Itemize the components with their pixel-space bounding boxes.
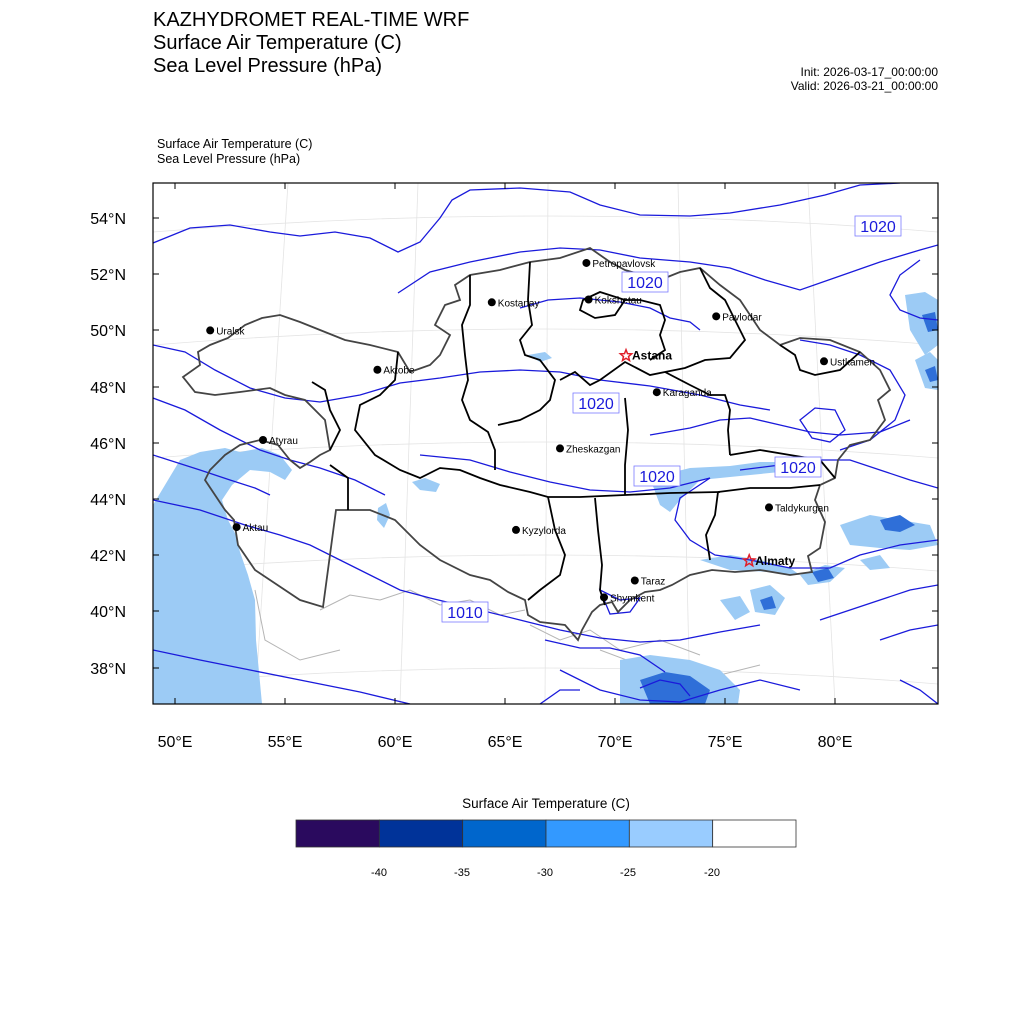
- caspian-sea: [153, 448, 292, 704]
- city-label: Astana: [632, 348, 673, 363]
- colorbar-swatch: [713, 820, 796, 847]
- colorbar-label: -35: [454, 867, 470, 879]
- colorbar-swatch: [296, 820, 379, 847]
- city-label: Kokshetau: [594, 295, 642, 307]
- city-markers: [206, 259, 875, 604]
- lon-label: 70°E: [597, 734, 633, 751]
- city-dot: [233, 523, 241, 531]
- city-label: Almaty: [755, 553, 796, 568]
- city-taldykurgan: [765, 503, 829, 514]
- contour-label: 1020: [578, 396, 614, 413]
- city-atyrau: [259, 436, 298, 447]
- lon-label: 60°E: [377, 734, 413, 751]
- subtitle-line-2: Sea Level Pressure (hPa): [157, 152, 301, 166]
- lat-labels: [90, 211, 126, 678]
- contour-labels: [442, 216, 901, 622]
- city-dot: [600, 593, 608, 601]
- city-dot: [653, 388, 661, 396]
- city-label: Aktobe: [383, 365, 415, 377]
- lon-label: 75°E: [707, 734, 743, 751]
- colorbar-label: -20: [704, 867, 720, 879]
- city-label: Taraz: [640, 576, 666, 588]
- city-dot: [488, 298, 496, 306]
- lat-label: 48°N: [90, 380, 126, 397]
- colorbar-title: Surface Air Temperature (C): [462, 796, 630, 811]
- colorbar-labels: [0, 867, 1024, 883]
- city-aktau: [233, 523, 269, 534]
- lat-label: 46°N: [90, 436, 126, 453]
- city-dot: [585, 295, 593, 303]
- city-label: Kyzylorda: [522, 525, 566, 537]
- city-pavlodar: [712, 312, 762, 323]
- city-label: Zheskazgan: [566, 444, 621, 456]
- title-line-3: Sea Level Pressure (hPa): [153, 55, 383, 77]
- city-label: Shymkent: [610, 593, 655, 605]
- colorbar-label: -30: [537, 867, 553, 879]
- city-label: Petropavlovsk: [592, 258, 656, 270]
- city-label: Atyrau: [269, 435, 298, 447]
- colorbar-swatch: [379, 820, 462, 847]
- city-dot: [712, 312, 720, 320]
- lat-label: 52°N: [90, 267, 126, 284]
- city-uralsk: [206, 326, 245, 337]
- lat-label: 40°N: [90, 604, 126, 621]
- city-zheskazgan: [556, 444, 620, 455]
- city-kostanay: [488, 298, 540, 309]
- city-dot: [373, 366, 381, 374]
- city-dot: [631, 576, 639, 584]
- init-time: Init: 2026-03-17_00:00:00: [800, 65, 938, 79]
- city-label: Taldykurgan: [775, 503, 829, 515]
- city-dot: [259, 436, 267, 444]
- contour-label: 1020: [860, 219, 896, 236]
- city-label: Karaganda: [662, 388, 712, 400]
- city-astana: [620, 349, 672, 363]
- city-label: Ustkamen: [830, 357, 876, 369]
- lat-label: 44°N: [90, 492, 126, 509]
- city-dot: [582, 259, 590, 267]
- contour-label: 1020: [639, 469, 675, 486]
- colorbar-label: -25: [620, 867, 636, 879]
- colorbar-label: -40: [371, 867, 387, 879]
- city-dot: [556, 444, 564, 452]
- city-dot: [820, 357, 828, 365]
- city-kyzylorda: [512, 526, 566, 537]
- city-ustkamen: [820, 357, 875, 368]
- lat-label: 42°N: [90, 548, 126, 565]
- city-label: Uralsk: [216, 326, 245, 338]
- city-label: Aktau: [242, 523, 269, 535]
- lat-label: 38°N: [90, 661, 126, 678]
- city-label: Pavlodar: [722, 312, 762, 324]
- title-line-1: KAZHYDROMET REAL-TIME WRF: [153, 9, 470, 31]
- contour-label: 1020: [627, 275, 663, 292]
- capital-star-icon: [620, 350, 631, 361]
- city-petropavlovsk: [582, 259, 656, 270]
- city-label: Kostanay: [497, 298, 540, 310]
- colorbar: [295, 819, 797, 849]
- lon-label: 80°E: [817, 734, 853, 751]
- city-aktobe: [373, 366, 415, 377]
- city-kokshetau: [585, 295, 642, 306]
- colorbar-swatch: [629, 820, 712, 847]
- lon-label: 55°E: [267, 734, 303, 751]
- city-dot: [206, 326, 214, 334]
- valid-time: Valid: 2026-03-21_00:00:00: [790, 79, 938, 93]
- contour-label: 1020: [780, 460, 816, 477]
- lon-label: 50°E: [157, 734, 193, 751]
- subtitle-line-1: Surface Air Temperature (C): [157, 137, 313, 151]
- city-dot: [512, 526, 520, 534]
- city-karaganda: [653, 388, 712, 399]
- title-line-2: Surface Air Temperature (C): [153, 32, 402, 54]
- lon-labels: [158, 734, 853, 751]
- lat-label: 54°N: [90, 211, 126, 228]
- lon-label: 65°E: [487, 734, 523, 751]
- city-dot: [765, 503, 773, 511]
- city-taraz: [631, 576, 665, 587]
- colorbar-swatch: [463, 820, 546, 847]
- colorbar-swatch: [546, 820, 629, 847]
- contour-label: 1010: [447, 605, 483, 622]
- lat-label: 50°N: [90, 323, 126, 340]
